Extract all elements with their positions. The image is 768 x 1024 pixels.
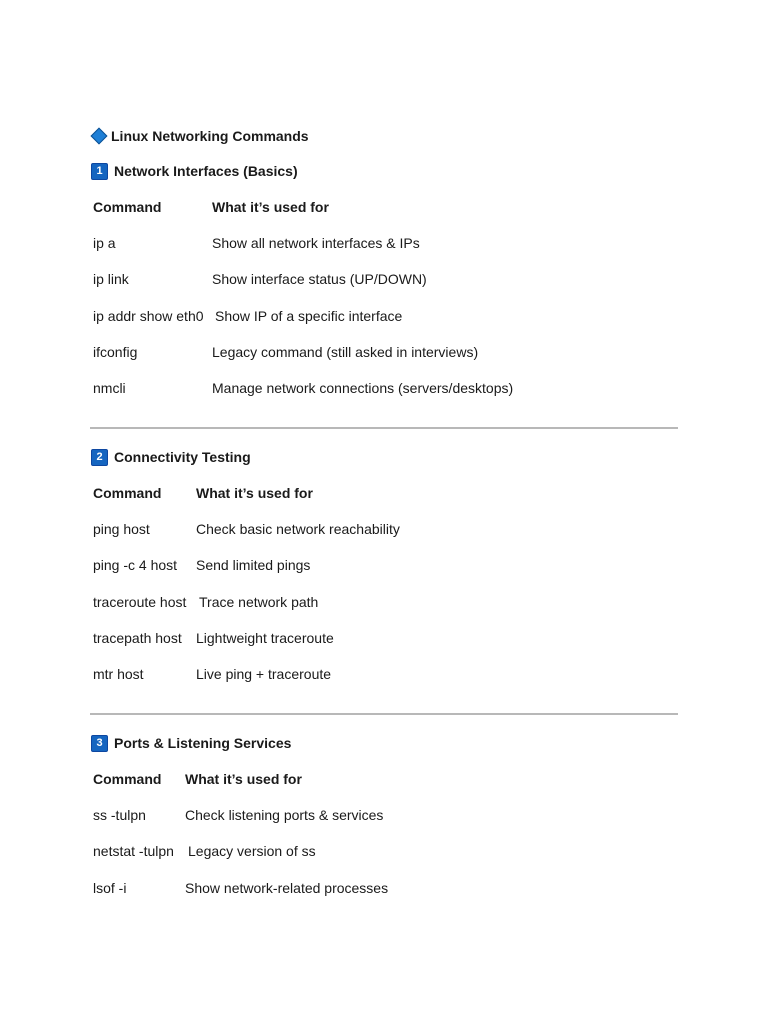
section-heading — [91, 733, 691, 753]
section-ports-listening-services — [91, 733, 691, 914]
column-header-command: Command — [93, 485, 162, 501]
column-header-command: Command — [93, 199, 162, 215]
command-cell: nmcli — [93, 379, 126, 396]
table-row — [91, 664, 691, 700]
table-row — [91, 555, 691, 591]
table-row — [91, 378, 691, 414]
description-cell: Check listening ports & services — [185, 807, 384, 824]
column-header-description: What it’s used for — [185, 771, 302, 787]
section-divider — [90, 427, 678, 429]
command-cell: netstat -tulpn — [93, 843, 174, 860]
section-divider — [90, 713, 678, 715]
keycap-2-icon: 2 — [91, 449, 108, 466]
table-row — [91, 805, 691, 841]
command-cell: ifconfig — [93, 343, 138, 360]
description-cell: Show IP of a specific interface — [215, 307, 403, 324]
table-header-row — [91, 483, 691, 519]
description-cell: Manage network connections (servers/desktops) — [212, 379, 514, 396]
description-cell: Live ping + traceroute — [196, 665, 332, 682]
section-heading — [91, 161, 691, 181]
table-row — [91, 233, 691, 269]
keycap-3-icon: 3 — [91, 735, 108, 752]
table-header-row — [91, 769, 691, 805]
keycap-1-icon: 1 — [91, 163, 108, 180]
section-heading-text: Connectivity Testing — [114, 449, 251, 465]
command-cell: lsof -i — [93, 879, 127, 896]
table-row — [91, 269, 691, 305]
section-heading — [91, 447, 691, 467]
table-row — [91, 306, 691, 342]
table-row — [91, 592, 691, 628]
command-cell: ping -c 4 host — [93, 557, 178, 574]
description-cell: Trace network path — [199, 593, 319, 610]
command-cell: ping host — [93, 521, 150, 538]
column-header-description: What it’s used for — [212, 199, 329, 215]
table-row — [91, 342, 691, 378]
section-network-interfaces — [91, 161, 691, 414]
table-row — [91, 628, 691, 664]
command-cell: ip addr show eth0 — [93, 307, 204, 324]
table-row — [91, 841, 691, 877]
command-cell: tracepath host — [93, 629, 182, 646]
description-cell: Legacy version of ss — [188, 843, 316, 860]
command-cell: traceroute host — [93, 593, 187, 610]
description-cell: Lightweight traceroute — [196, 629, 334, 646]
document-title — [91, 127, 309, 145]
command-cell: mtr host — [93, 665, 144, 682]
table-row — [91, 519, 691, 555]
description-cell: Check basic network reachability — [196, 521, 400, 538]
description-cell: Show interface status (UP/DOWN) — [212, 271, 427, 288]
blue-diamond-icon — [91, 128, 108, 145]
description-cell: Show network-related processes — [185, 879, 389, 896]
table-header-row — [91, 197, 691, 233]
section-heading-text: Ports & Listening Services — [114, 735, 292, 751]
description-cell: Show all network interfaces & IPs — [212, 235, 420, 252]
command-cell: ip a — [93, 235, 116, 252]
description-cell: Legacy command (still asked in interviews) — [212, 343, 479, 360]
section-heading-text: Network Interfaces (Basics) — [114, 163, 298, 179]
column-header-command: Command — [93, 771, 162, 787]
section-connectivity-testing — [91, 447, 691, 700]
command-cell: ip link — [93, 271, 129, 288]
table-row — [91, 878, 691, 914]
column-header-description: What it’s used for — [196, 485, 313, 501]
command-cell: ss -tulpn — [93, 807, 146, 824]
description-cell: Send limited pings — [196, 557, 311, 574]
document-title-text: Linux Networking Commands — [111, 128, 309, 144]
